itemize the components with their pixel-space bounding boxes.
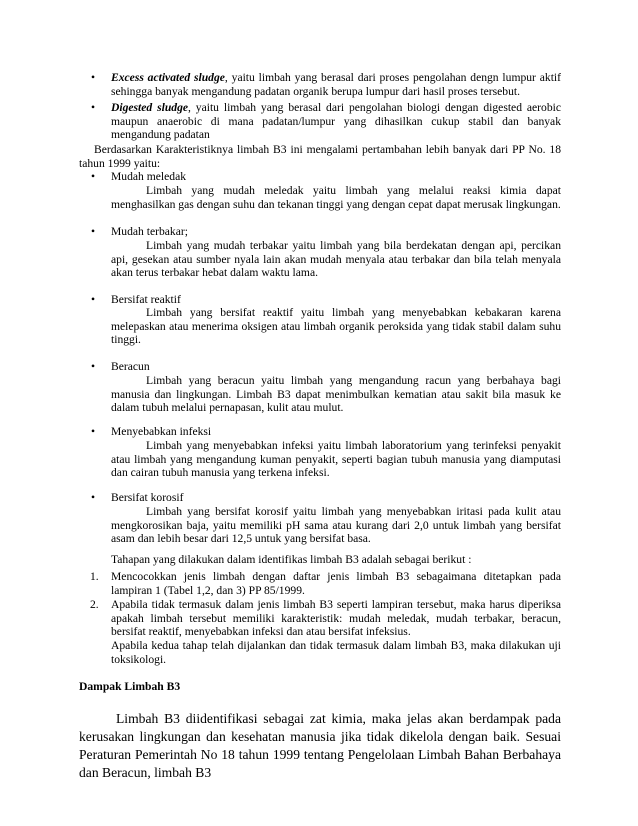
bullet-marker: •: [90, 101, 96, 114]
characteristic-title: Bersifat reaktif: [111, 293, 181, 306]
characteristic-description: Limbah yang mudah terbakar yaitu limbah yang bila berdekatan dengan api, percikan api, gesekan atau sumber nyala lain akan mudah menyala atau terbakar dan bila telah menyala akan terus terbakar hebat dalam waktu lama.: [111, 239, 561, 280]
step-number: 1.: [90, 570, 99, 583]
characteristic-title: Beracun: [111, 360, 150, 373]
sludge-description: , yaitu limbah yang berasal dari proses pengolahan dengn lumpur aktif sehingga banyak mengandung padatan organik berupa lumpur dari hasil proses tersebut.: [111, 71, 561, 98]
section-heading: Dampak Limbah B3: [79, 680, 181, 693]
characteristic-title: Bersifat korosif: [111, 491, 184, 504]
bullet-marker: •: [90, 170, 96, 183]
sludge-term: Excess activated sludge: [111, 71, 225, 84]
characteristic-title: Mudah terbakar;: [111, 225, 188, 238]
identification-intro: Tahapan yang dilakukan dalam identifikas limbah B3 adalah sebagai berikut :: [111, 553, 472, 566]
characteristic-title: Mudah meledak: [111, 170, 187, 183]
bullet-marker: •: [90, 491, 96, 504]
bullet-marker: •: [90, 293, 96, 306]
bullet-marker: •: [90, 360, 96, 373]
step-number: 2.: [90, 598, 99, 611]
identification-step: Apabila tidak termasuk dalam jenis limbah B3 seperti lampiran tersebut, maka harus diperiksa apakah limbah tersebut memiliki karakteristik: mudah meledak, mudah terbakar, beracun, bersifat reaktif, menyebabkan infeksi dan atau bersifat infeksius.: [111, 598, 561, 639]
characteristic-description: Limbah yang bersifat korosif yaitu limbah yang menyebabkan iritasi pada kulit atau mengkorosikan baja, yaitu memiliki pH sama atau kurang dari 2,0 untuk limbah yang bersifat asam dan lebih besar dari 12,5 untuk yang bersifat basa.: [111, 505, 561, 546]
bullet-marker: •: [90, 71, 96, 84]
characteristic-title: Menyebabkan infeksi: [111, 425, 212, 438]
sludge-item-digested: [111, 101, 561, 142]
sludge-item-excess: [111, 71, 561, 98]
sludge-term: Digested sludge: [111, 101, 189, 114]
identification-note: Apabila kedua tahap telah dijalankan dan tidak termasuk dalam limbah B3, maka dilakukan uji toksikologi.: [111, 639, 561, 666]
characteristic-description: Limbah yang bersifat reaktif yaitu limbah yang menyebabkan kebakaran karena melepaskan atau menerima oksigen atau limbah organik peroksida yang tidak stabil dalam suhu tinggi.: [111, 306, 561, 347]
sludge-description: , yaitu limbah yang berasal dari pengolahan biologi dengan digested aerobic maupun anaerobic di mana padatan/lumpur yang dihasilkan cukup stabil dan banyak mengandung padatan: [111, 101, 561, 142]
bullet-marker: •: [90, 225, 96, 238]
characteristic-description: Limbah yang beracun yaitu limbah yang mengandung racun yang berbahaya bagi manusia dan lingkungan. Limbah B3 dapat menimbulkan kematian atau sakit bila masuk ke dalam tubuh melalui pernapasan, kulit atau mulut.: [111, 374, 561, 415]
identification-step: Mencocokkan jenis limbah dengan daftar jenis limbah B3 sebagaimana ditetapkan pada lampiran 1 (Tabel 1,2, dan 3) PP 85/1999.: [111, 570, 561, 597]
characteristic-description: Limbah yang mudah meledak yaitu limbah yang melalui reaksi kimia dapat menghasilkan gas dengan suhu dan tekanan tinggi yang dengan cepat dapat merusak lingkungan.: [111, 184, 561, 211]
impact-paragraph: Limbah B3 diidentifikasi sebagai zat kimia, maka jelas akan berdampak pada kerusakan lingkungan dan kesehatan manusia jika tidak dikelola dengan baik. Sesuai Peraturan Pemerintah No 18 tahun 1999 tentang Pengelolaan Limbah Bahan Berbahaya dan Beracun, limbah B3: [79, 711, 561, 780]
characteristic-description: Limbah yang menyebabkan infeksi yaitu limbah laboratorium yang terinfeksi penyakit atau limbah yang mengandung kuman penyakit, seperti bagian tubuh manusia yang diamputasi dan cairan tubuh manusia yang terkena infeksi.: [111, 439, 561, 480]
characteristics-intro: Berdasarkan Karakteristiknya limbah B3 ini mengalami pertambahan lebih banyak dari PP No. 18 tahun 1999 yaitu:: [79, 143, 561, 170]
bullet-marker: •: [90, 425, 96, 438]
